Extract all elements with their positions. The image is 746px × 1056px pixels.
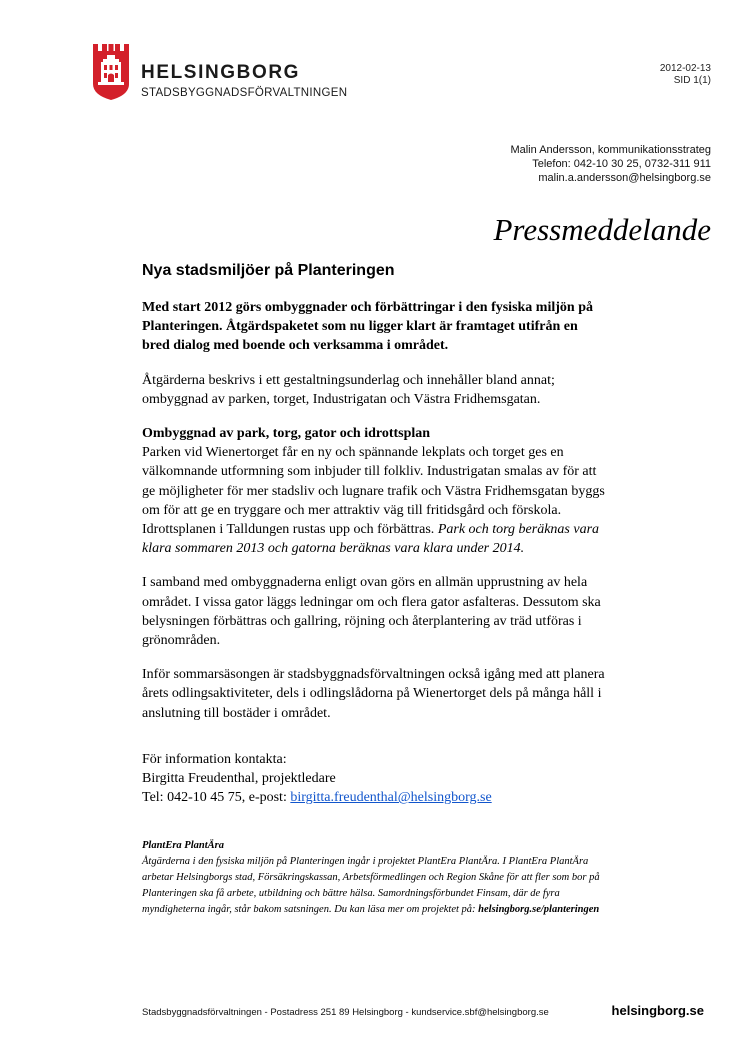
- org-name: HELSINGBORG: [141, 62, 301, 83]
- page-number: SID 1(1): [673, 75, 711, 86]
- paragraph-2-italic: Park och torg beräknas vara klara sommaren 2013 och gatorna beräknas vara klara under 2014.: [142, 522, 600, 557]
- contact-email: malin.a.andersson@helsingborg.se: [538, 172, 711, 184]
- footnote-text: Åtgärderna i den fysiska miljön på Planteringen ingår i projektet PlantEra PlantÄra. I PlantEra PlantÄra arbetar Helsingborgs stad, Försäkringskassan, Arbetsförmedlingen och Region Skåne för att fler som bor på Planteringen ska få arbete, utbildning och bättre hälsa. Samordningsförbundet Finsam, där de fyra myndigheterna ingår, står bakom satsningen. Du kan läsa mer om projektet på:: [142, 856, 600, 915]
- footer-address: Stadsbyggnadsförvaltningen - Postadress 251 89 Helsingborg - kundservice.sbf@helsingborg.se: [142, 1007, 549, 1018]
- project-footnote: [142, 838, 602, 918]
- footer-site[interactable]: helsingborg.se: [611, 1003, 704, 1018]
- contact-name-role: Malin Andersson, kommunikationsstrateg: [510, 144, 711, 156]
- contact-phone: Telefon: 042-10 30 25, 0732-311 911: [532, 158, 711, 170]
- press-contact: [510, 143, 711, 185]
- document-type: Pressmeddelande: [493, 212, 711, 247]
- document-date: 2012-02-13: [659, 63, 711, 74]
- subheading: Ombyggnad av park, torg, gator och idrottsplan: [142, 426, 431, 442]
- paragraph-2-block: [142, 424, 607, 558]
- info-heading: För information kontakta:: [142, 751, 287, 767]
- footnote-link[interactable]: helsingborg.se/planteringen: [478, 904, 600, 915]
- helsingborg-crest-logo: [92, 44, 130, 100]
- paragraph-4: Inför sommarsäsongen är stadsbyggnadsförvaltningen också igång med att planera årets odlingsaktiviteter, dels i odlingslådorna på Wienertorget dels på många håll i anslutning till bostäder i området.: [142, 667, 605, 721]
- footnote-title: PlantEra PlantÄra: [142, 840, 224, 851]
- info-tel: Tel: 042-10 45 75, e-post:: [142, 790, 291, 806]
- document-meta: [660, 63, 711, 87]
- paragraph-2: Parken vid Wienertorget får en ny och spännande lekplats och torget ges en välkomnande utformning som inbjuder till folkliv. Industrigatan smalas av för att ge möjligheter för mer stadsliv och lugnare trafik och Västra Fridhemsgatan byggs om för att ge en tryggare och mer attraktiv väg till fritidsgård och förskola. Idrottsplanen i Talldungen rustas upp och förbättras.: [142, 445, 605, 538]
- info-person: Birgitta Freudenthal, projektledare: [142, 771, 336, 787]
- body-content: [142, 298, 607, 807]
- lead-paragraph: Med start 2012 görs ombyggnader och förbättringar i den fysiska miljön på Planteringen. Åtgärdspaketet som nu ligger klart är framtaget utifrån en bred dialog med boende och verksamma i området.: [142, 300, 593, 354]
- info-email-link[interactable]: birgitta.freudenthal@helsingborg.se: [290, 790, 492, 806]
- org-subtitle: STADSBYGGNADSFÖRVALTNINGEN: [141, 87, 348, 99]
- paragraph-1: Åtgärderna beskrivs i ett gestaltningsunderlag och innehåller bland annat; ombyggnad av parken, torget, Industrigatan och Västra Fridhemsgatan.: [142, 372, 555, 407]
- paragraph-3: I samband med ombyggnaderna enligt ovan görs en allmän upprustning av hela området. I vissa gator läggs ledningar om och flera gator asfalteras. Dessutom ska belysningen förbättras och gallring, röjning och återplantering av träd utföras i grönområden.: [142, 575, 601, 649]
- info-contact-line: [142, 788, 607, 807]
- info-block: [142, 750, 607, 808]
- headline: Nya stadsmiljöer på Planteringen: [142, 262, 395, 279]
